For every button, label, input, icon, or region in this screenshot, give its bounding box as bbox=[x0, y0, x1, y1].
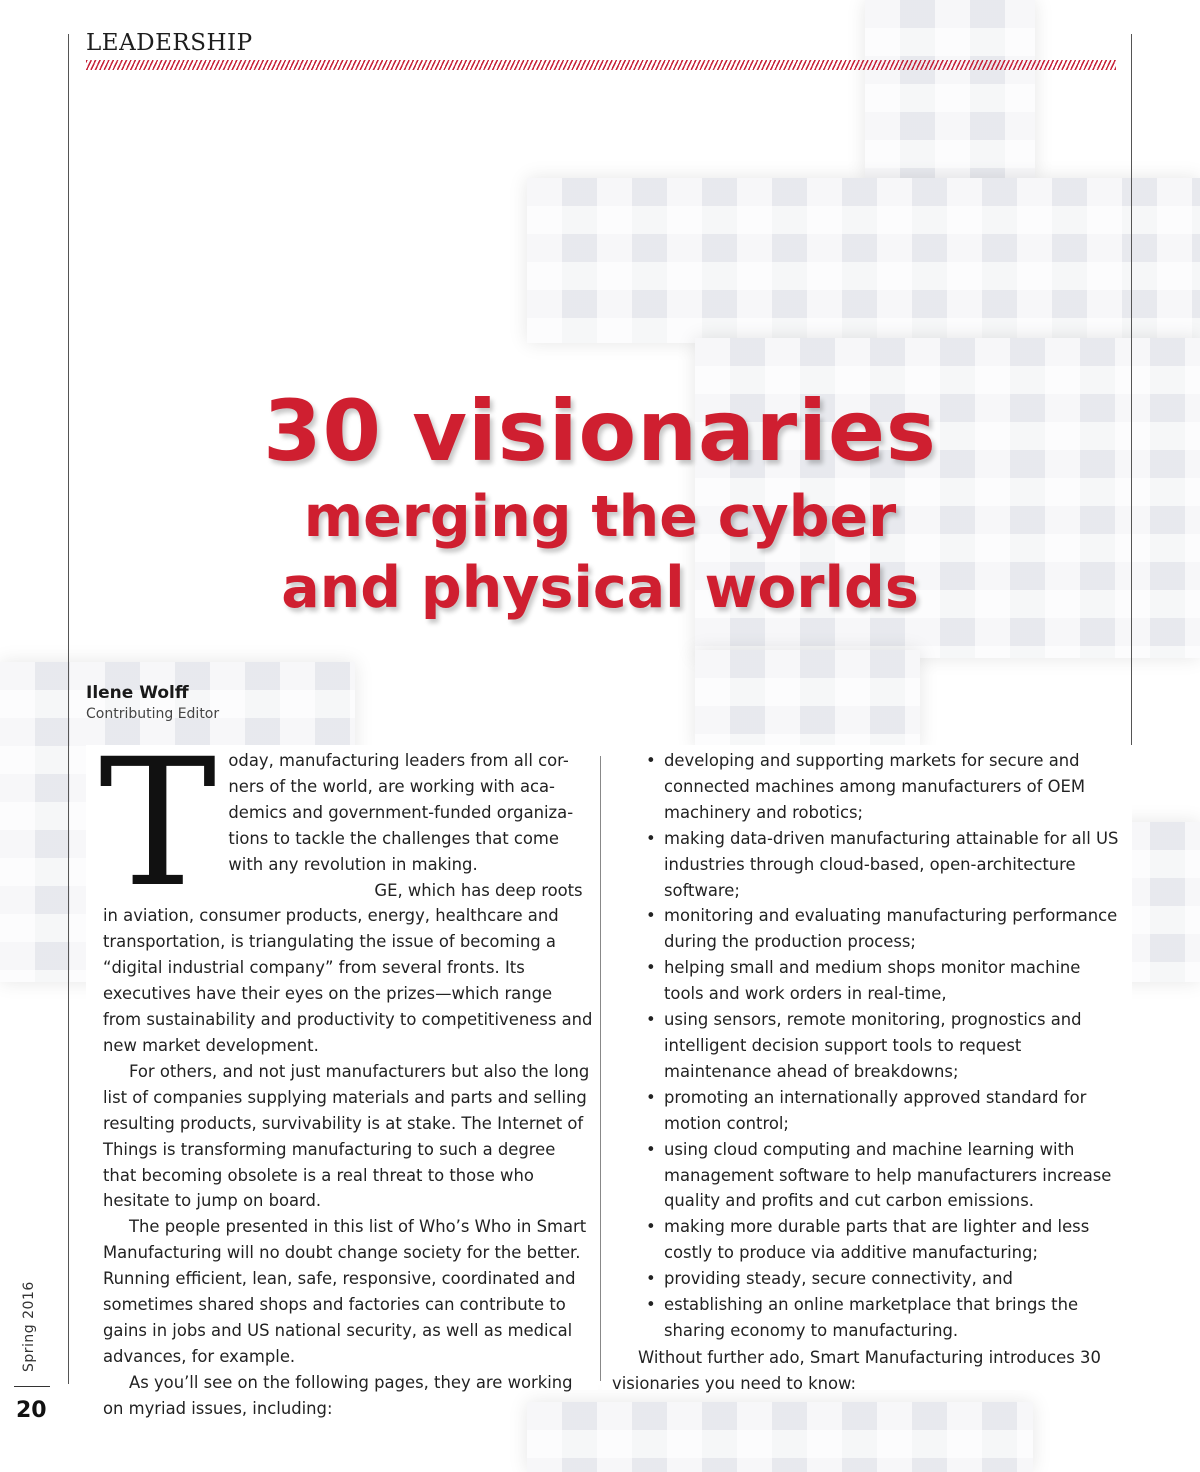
section-hatch-rule bbox=[86, 60, 1116, 70]
intro-line: ners of the world, are working with aca- bbox=[228, 776, 555, 796]
intro-line: demics and government-funded organiza- bbox=[228, 802, 574, 822]
paragraph-closing: Without further ado, Smart Manufacturing introduces 30 visionaries you need to know: bbox=[612, 1348, 1101, 1393]
author-name: Ilene Wolff bbox=[86, 683, 189, 703]
paragraph-survivability: For others, and not just manufacturers but also the long list of companies supplying materials and parts and selling resulting products, survivability is at stake. The Internet of Things is transforming manufacturing to such a degree that becoming obsolete is a real threat to those who hesitate to jump on board. bbox=[103, 1061, 590, 1211]
list-item: • promoting an internationally approved standard for motion control; bbox=[642, 1085, 1122, 1137]
list-item: • making more durable parts that are lighter and less costly to produce via additive manufacturing; bbox=[642, 1214, 1122, 1266]
paragraph-issues-intro: As you’ll see on the following pages, they are working on myriad issues, including: bbox=[103, 1372, 573, 1418]
page-number-rule bbox=[14, 1386, 50, 1387]
section-label: LEADERSHIP bbox=[86, 30, 253, 56]
article-column-left bbox=[86, 721, 598, 1418]
issue-season: Spring 2016 bbox=[21, 1281, 37, 1372]
decorative-pixel-block bbox=[695, 650, 920, 750]
page-subtitle-line-1: merging the cyber bbox=[303, 484, 897, 550]
decorative-pixel-block bbox=[865, 0, 1035, 180]
list-item: • making data-driven manufacturing attainable for all US industries through cloud-based, open-architecture software; bbox=[642, 826, 1122, 904]
left-margin-rule bbox=[68, 34, 69, 1384]
intro-line: oday, manufacturing leaders from all cor- bbox=[228, 751, 569, 770]
list-item: • using sensors, remote monitoring, prognostics and intelligent decision support tools to request maintenance ahead of breakdowns; bbox=[642, 1007, 1122, 1085]
list-item: • using cloud computing and machine learning with management software to help manufacturers increase quality and profits and cut carbon emissions. bbox=[642, 1137, 1122, 1215]
intro-line: tions to tackle the challenges that come bbox=[228, 828, 559, 848]
article-column-right bbox=[602, 745, 1132, 1393]
list-item: • providing steady, secure connectivity, and bbox=[642, 1266, 1122, 1292]
list-item: • developing and supporting markets for secure and connected machines among manufacturers of OEM machinery and robotics; bbox=[642, 748, 1122, 826]
decorative-pixel-block bbox=[527, 178, 1200, 343]
list-item: • monitoring and evaluating manufacturing performance during the production process; bbox=[642, 903, 1122, 955]
page-subtitle-line-2: and physical worlds bbox=[281, 555, 919, 621]
intro-line: with any revolution in making. bbox=[228, 854, 478, 874]
page-number: 20 bbox=[16, 1398, 47, 1423]
list-item: • helping small and medium shops monitor machine tools and work orders in real-time, bbox=[642, 955, 1122, 1007]
page-title: 30 visionaries bbox=[263, 382, 937, 480]
article-body-left bbox=[99, 721, 593, 1422]
column-divider bbox=[600, 756, 601, 1381]
author-role: Contributing Editor bbox=[86, 706, 220, 722]
list-item: • establishing an online marketplace that brings the sharing economy to manufacturing. bbox=[642, 1292, 1122, 1344]
paragraph-ge: GE, which has deep roots in aviation, consumer products, energy, healthcare and transportation, is triangulating the issue of becoming a “digital industrial company” from several fronts. Its executives have their eyes on the prizes—which range from sustainability and productivity to competitiveness and new market development. bbox=[103, 880, 593, 1055]
dropcap: T bbox=[99, 721, 217, 926]
issues-list bbox=[642, 748, 1122, 1344]
paragraph-society: The people presented in this list of Who’s Who in Smart Manufacturing will no doubt change society for the better. Running efficient, lean, safe, responsive, coordinated and sometimes shared shops and factories can contribute to gains in jobs and US national security, as well as medical advances, for example. bbox=[103, 1217, 587, 1366]
decorative-pixel-block bbox=[527, 1402, 1033, 1472]
